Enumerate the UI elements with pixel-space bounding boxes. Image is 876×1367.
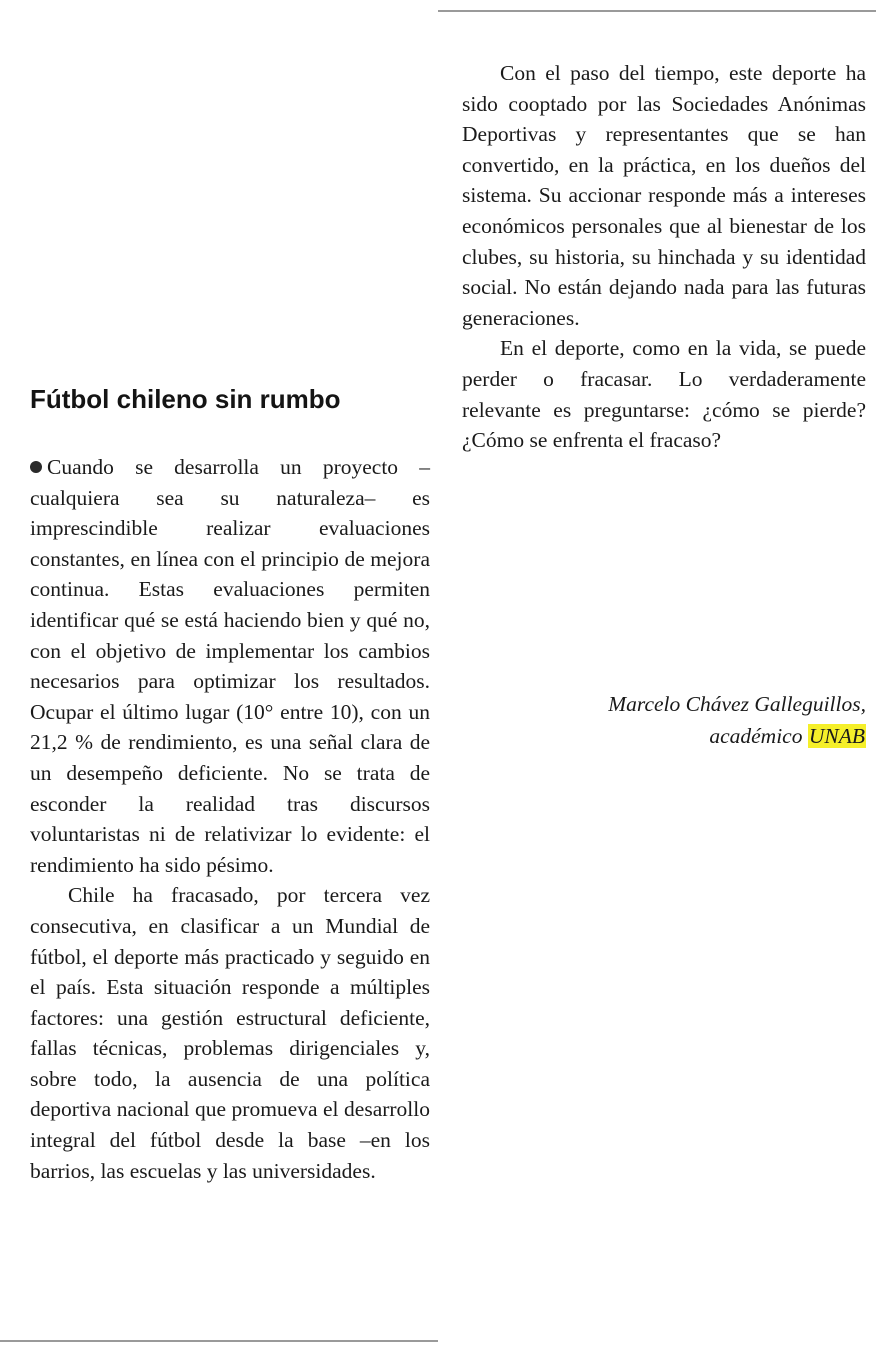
highlighted-institution: UNAB bbox=[808, 724, 865, 748]
author-name: Marcelo Chávez Galleguillos, bbox=[608, 692, 866, 716]
article-right-column bbox=[462, 0, 866, 760]
affiliation-prefix: académico bbox=[709, 724, 803, 748]
article-paragraph-4: En el deporte, como en la vida, se puede perder o fracasar. Lo verdaderamente relevante es preguntarse: ¿cómo se pierde? ¿Cómo se enfrenta el fracaso? bbox=[462, 336, 866, 453]
article-left-column bbox=[30, 0, 430, 1340]
article-body-left bbox=[30, 452, 430, 1186]
author-affiliation bbox=[608, 720, 866, 752]
article-title: Fútbol chileno sin rumbo bbox=[30, 384, 341, 414]
bottom-column-rule bbox=[0, 1340, 438, 1342]
article-paragraph-2 bbox=[30, 880, 430, 1186]
bullet-icon bbox=[30, 461, 42, 473]
article-signature bbox=[608, 688, 866, 752]
paragraph-1-text: Cuando se desarrolla un proyecto –cualquiera sea su naturaleza– es imprescindible realizar evaluaciones constantes, en línea con el principio de mejora continua. Estas evaluaciones permiten identificar qué se está haciendo bien y qué no, con el objetivo de implementar los cambios necesarios para optimizar los resultados. Ocupar el último lugar (10° entre 10), con un 21,2 % de rendimiento, es una señal clara de un desempeño deficiente. No se trata de esconder la realidad tras discursos voluntaristas ni de relativizar lo evidente: el rendimiento ha sido pésimo. bbox=[30, 455, 430, 877]
article-paragraph-1 bbox=[30, 452, 430, 880]
paragraph-2-text: Chile ha fracasado, por tercera vez consecutiva, en clasificar a un Mundial de fútbol, el deporte más practicado y seguido en el país. Esta situación responde a múltiples factores: una gestión estructural deficiente, fallas técnicas, problemas dirigenciales y, sobre todo, la ausencia de una política deportiva nacional que promueva el desarrollo integral del fútbol desde la base –en los barrios, las escuelas y las universidades. bbox=[30, 883, 430, 1183]
article-paragraph-3: Con el paso del tiempo, este deporte ha sido cooptado por las Sociedades Anónimas Deportivas y representantes que se han convertido, en la práctica, en los dueños del sistema. Su accionar responde más a intereses económicos personales que al bienestar de los clubes, su historia, su hinchada y su identidad social. No están dejando nada para las futuras generaciones. bbox=[462, 61, 866, 330]
article-body-right bbox=[462, 58, 866, 456]
